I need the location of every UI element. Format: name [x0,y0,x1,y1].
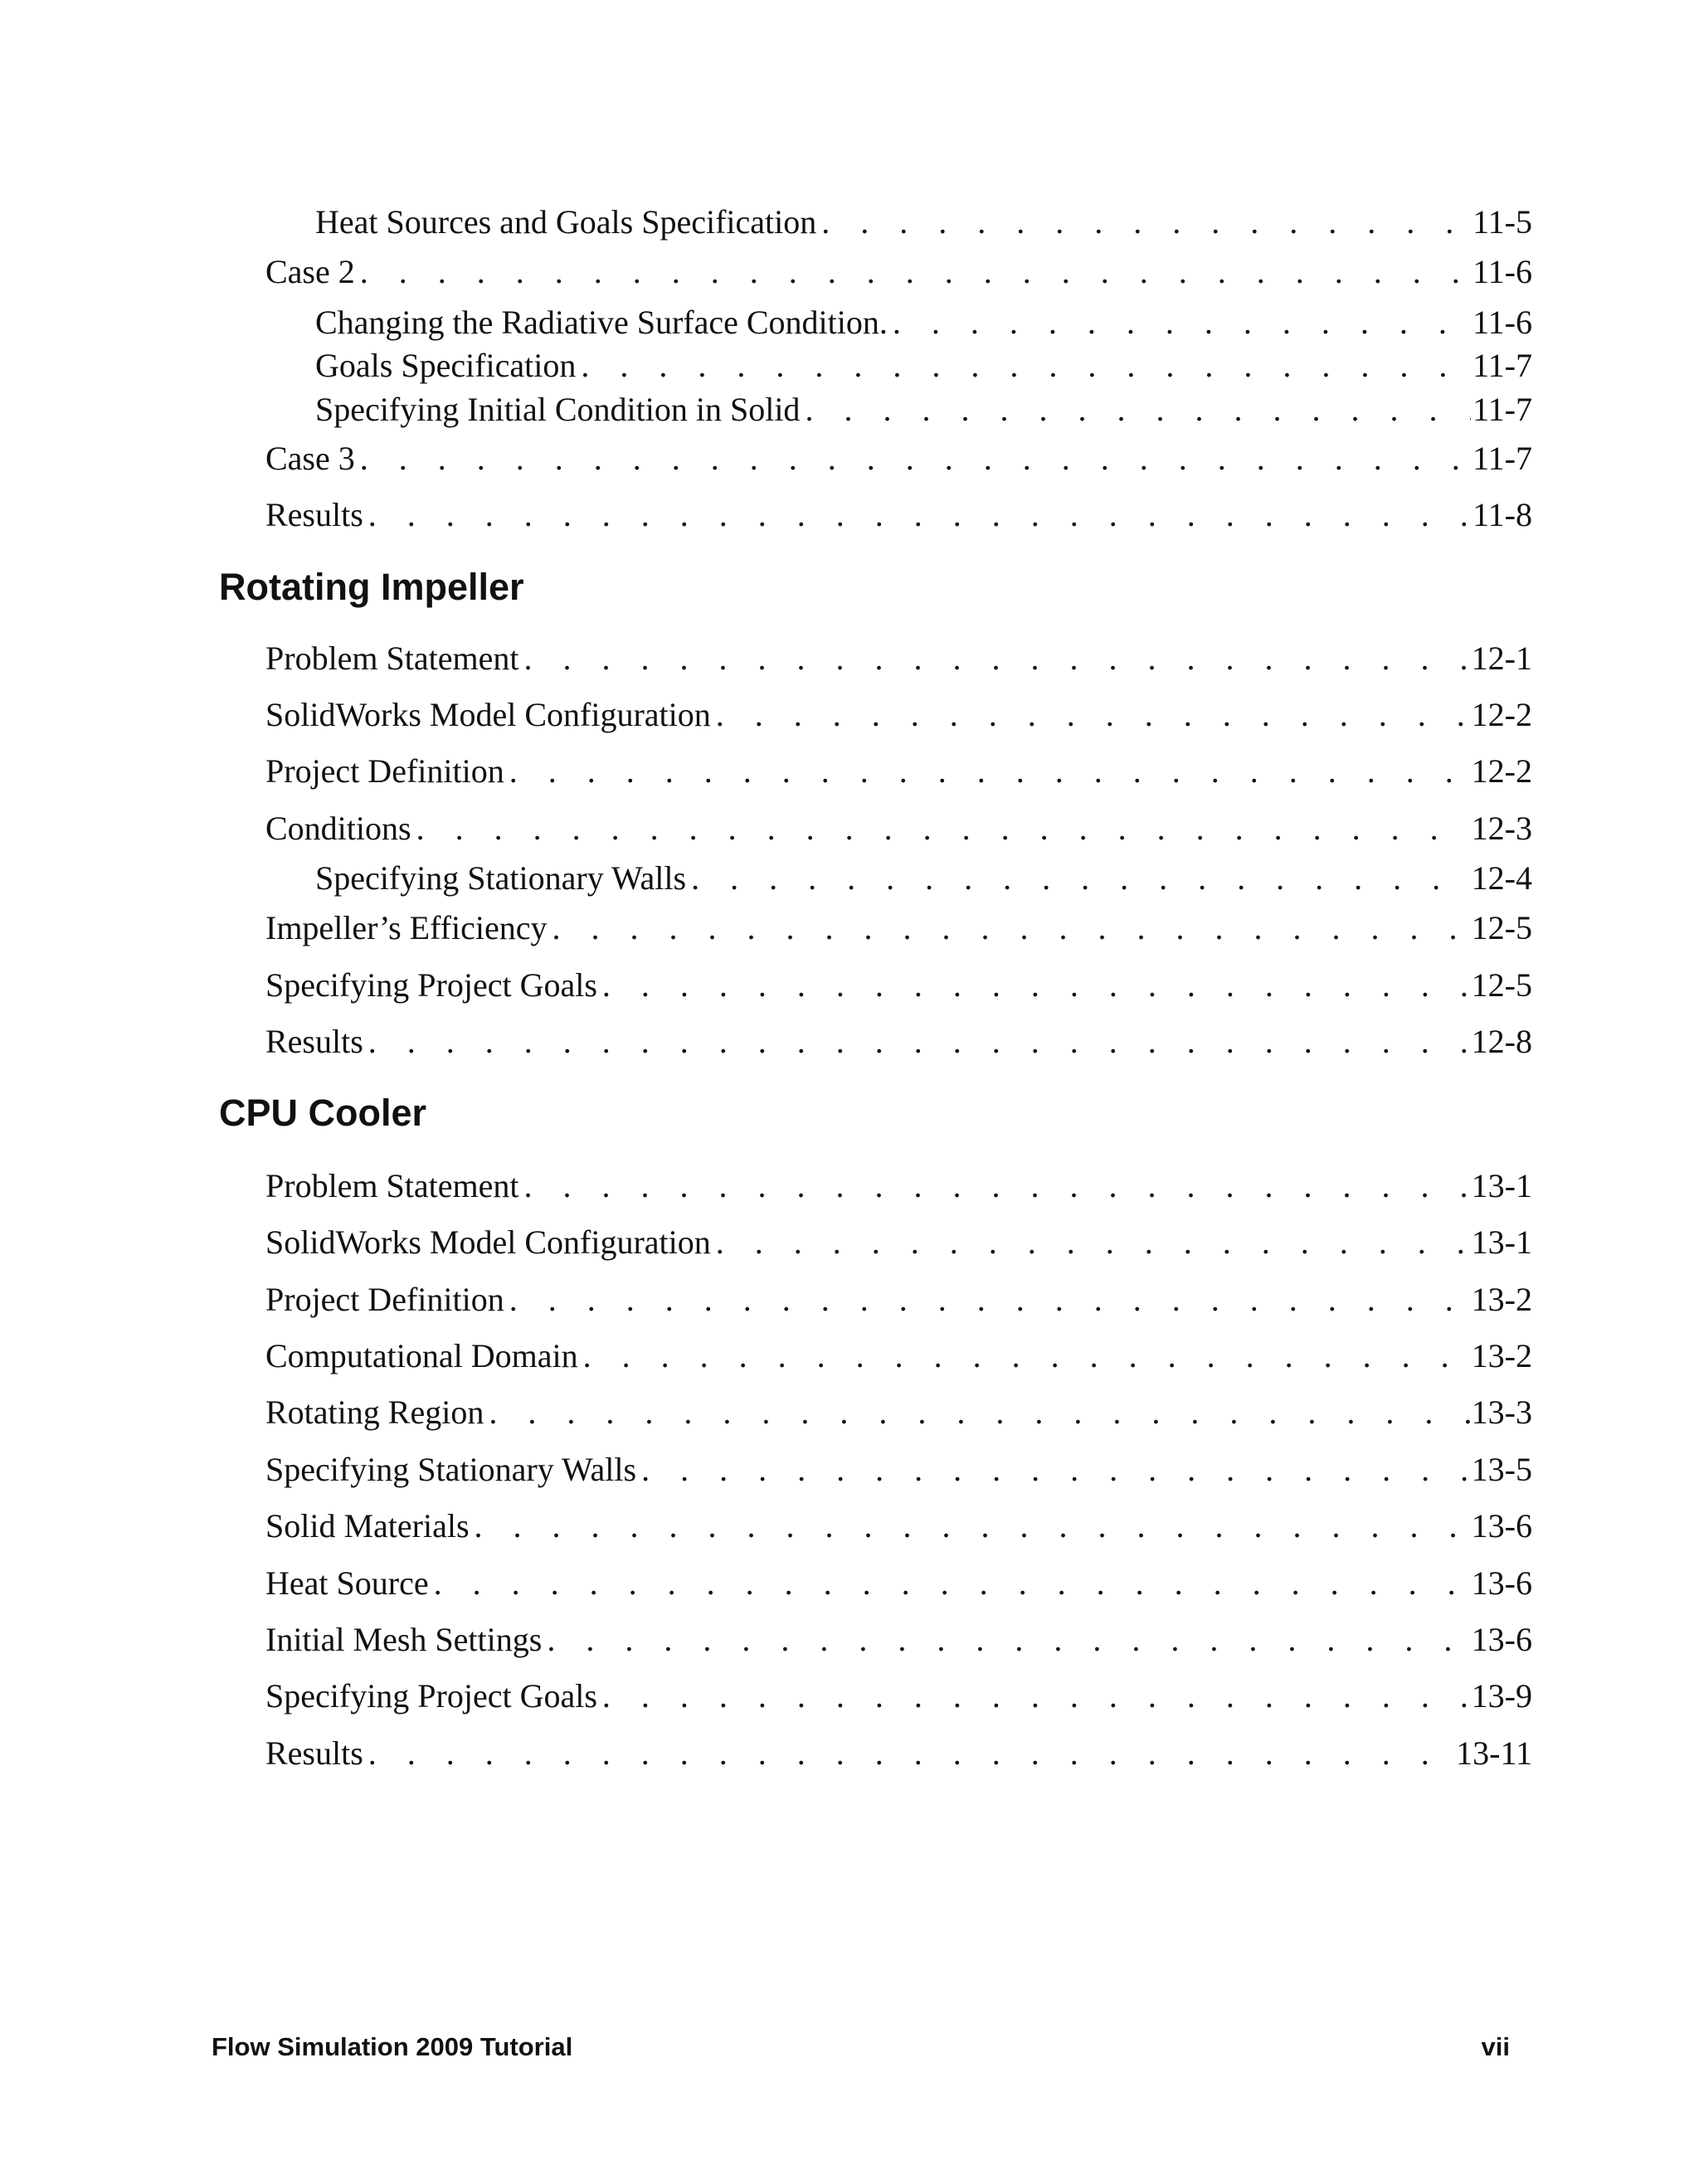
dot-leader [475,1503,1470,1549]
toc-entry-title: Rotating Region [265,1394,484,1431]
dot-leader [368,1730,1454,1777]
toc-entry-page: 12-4 [1471,859,1532,897]
dot-leader [641,1447,1470,1493]
toc-entry-title: Case 3 [265,440,355,477]
toc-entry-page: 12-5 [1471,966,1532,1004]
dot-leader [434,1560,1470,1607]
toc-entry[interactable] [265,805,1532,852]
dot-leader [553,905,1470,951]
toc-entry-page: 13-5 [1471,1451,1532,1488]
toc-entry-title: Impeller’s Efficiency [265,909,548,946]
toc-entry[interactable] [265,1560,1532,1607]
dot-leader [509,1277,1470,1323]
toc-entry[interactable] [265,1389,1532,1436]
toc-entry-title: Problem Statement [265,640,519,677]
toc-entry-title: Specifying Project Goals [265,966,597,1004]
toc-entry-page: 13-2 [1471,1281,1532,1318]
dot-leader [716,692,1470,738]
footer-page-number: vii [1481,2032,1510,2061]
toc-entry-page: 11-7 [1473,440,1532,477]
toc-entry[interactable] [265,1617,1532,1663]
toc-entry-title: Results [265,496,363,533]
dot-leader [583,1333,1470,1379]
toc-entry[interactable] [265,748,1532,795]
toc-entry-title: Solid Materials [265,1507,470,1544]
toc-entry[interactable] [265,1163,1532,1209]
toc-entry-page: 13-11 [1456,1734,1532,1772]
toc-entry-title: SolidWorks Model Configuration [265,1223,711,1261]
toc-entry-page: 13-1 [1471,1167,1532,1204]
toc-entry[interactable] [265,905,1532,951]
toc-entry[interactable] [265,1673,1532,1719]
toc-entry-page: 11-6 [1473,304,1532,341]
toc-entry[interactable] [265,692,1532,738]
toc-entry[interactable] [265,1219,1532,1266]
dot-leader [805,387,1471,433]
dot-leader [368,1019,1470,1065]
toc-entry-title: Problem Statement [265,1167,519,1204]
dot-leader [360,435,1471,482]
toc-entry-page: 13-6 [1471,1621,1532,1658]
toc-entry-title: Specifying Initial Condition in Solid [315,391,801,428]
toc-entry[interactable] [315,299,1532,346]
toc-entry-page: 12-2 [1471,696,1532,733]
toc-entry[interactable] [265,1447,1532,1493]
toc-entry-page: 12-1 [1471,640,1532,677]
toc-entry-title: SolidWorks Model Configuration [265,696,711,733]
toc-entry-page: 13-3 [1471,1394,1532,1431]
toc-entry-title: Project Definition [265,1281,504,1318]
toc-entry-title: Specifying Project Goals [265,1677,597,1715]
toc-entry-title: Results [265,1023,363,1060]
footer-document-title: Flow Simulation 2009 Tutorial [212,2032,573,2061]
dot-leader [716,1219,1470,1266]
section-heading: Rotating Impeller [219,566,524,608]
dot-leader [416,805,1470,852]
toc-entry-title: Case 2 [265,253,355,290]
toc-entry[interactable] [315,855,1532,902]
toc-entry-title: Conditions [265,810,411,847]
toc-entry-page: 12-3 [1471,810,1532,847]
toc-entry-title: Results [265,1734,363,1772]
toc-entry-page: 13-6 [1471,1564,1532,1602]
toc-entry-page: 13-6 [1471,1507,1532,1544]
toc-entry-page: 11-8 [1473,496,1532,533]
dot-leader [581,343,1471,389]
toc-entry-page: 11-7 [1473,347,1532,384]
toc-entry[interactable] [265,1019,1532,1065]
dot-leader [360,249,1471,295]
dot-leader [602,962,1470,1009]
section-heading: CPU Cooler [219,1092,427,1134]
dot-leader [524,635,1470,682]
dot-leader [893,299,1471,346]
dot-leader [489,1389,1469,1436]
toc-entry[interactable] [315,387,1532,433]
toc-entry-page: 11-7 [1473,391,1532,428]
toc-entry-title: Heat Source [265,1564,429,1602]
toc-entry-title: Initial Mesh Settings [265,1621,543,1658]
toc-entry-title: Project Definition [265,752,504,790]
toc-entry-title: Specifying Stationary Walls [315,859,687,897]
dot-leader [368,492,1471,538]
dot-leader [509,748,1470,795]
toc-entry-page: 11-6 [1473,253,1532,290]
toc-entry-page: 13-9 [1471,1677,1532,1715]
toc-entry[interactable] [265,962,1532,1009]
toc-entry[interactable] [315,343,1532,389]
toc-entry-page: 13-2 [1471,1337,1532,1374]
toc-entry-title: Specifying Stationary Walls [265,1451,637,1488]
dot-leader [524,1163,1470,1209]
toc-entry-page: 12-8 [1471,1023,1532,1060]
toc-entry[interactable] [265,1503,1532,1549]
toc-entry[interactable] [315,199,1532,246]
toc-entry-title: Changing the Radiative Surface Condition. [315,304,888,341]
toc-entry[interactable] [265,1333,1532,1379]
dot-leader [691,855,1470,902]
toc-entry-title: Computational Domain [265,1337,578,1374]
toc-entry[interactable] [265,635,1532,682]
toc-entry[interactable] [265,492,1532,538]
dot-leader [602,1673,1470,1719]
toc-entry-page: 12-5 [1471,909,1532,946]
toc-entry[interactable] [265,435,1532,482]
toc-entry-title: Heat Sources and Goals Specification [315,203,817,241]
toc-entry-page: 12-2 [1471,752,1532,790]
dot-leader [547,1617,1469,1663]
toc-entry[interactable] [265,1730,1532,1777]
toc-entry-page: 13-1 [1471,1223,1532,1261]
toc-entry[interactable] [265,249,1532,295]
dot-leader [821,199,1471,246]
toc-entry-title: Goals Specification [315,347,577,384]
toc-entry-page: 11-5 [1473,203,1532,241]
toc-entry[interactable] [265,1277,1532,1323]
